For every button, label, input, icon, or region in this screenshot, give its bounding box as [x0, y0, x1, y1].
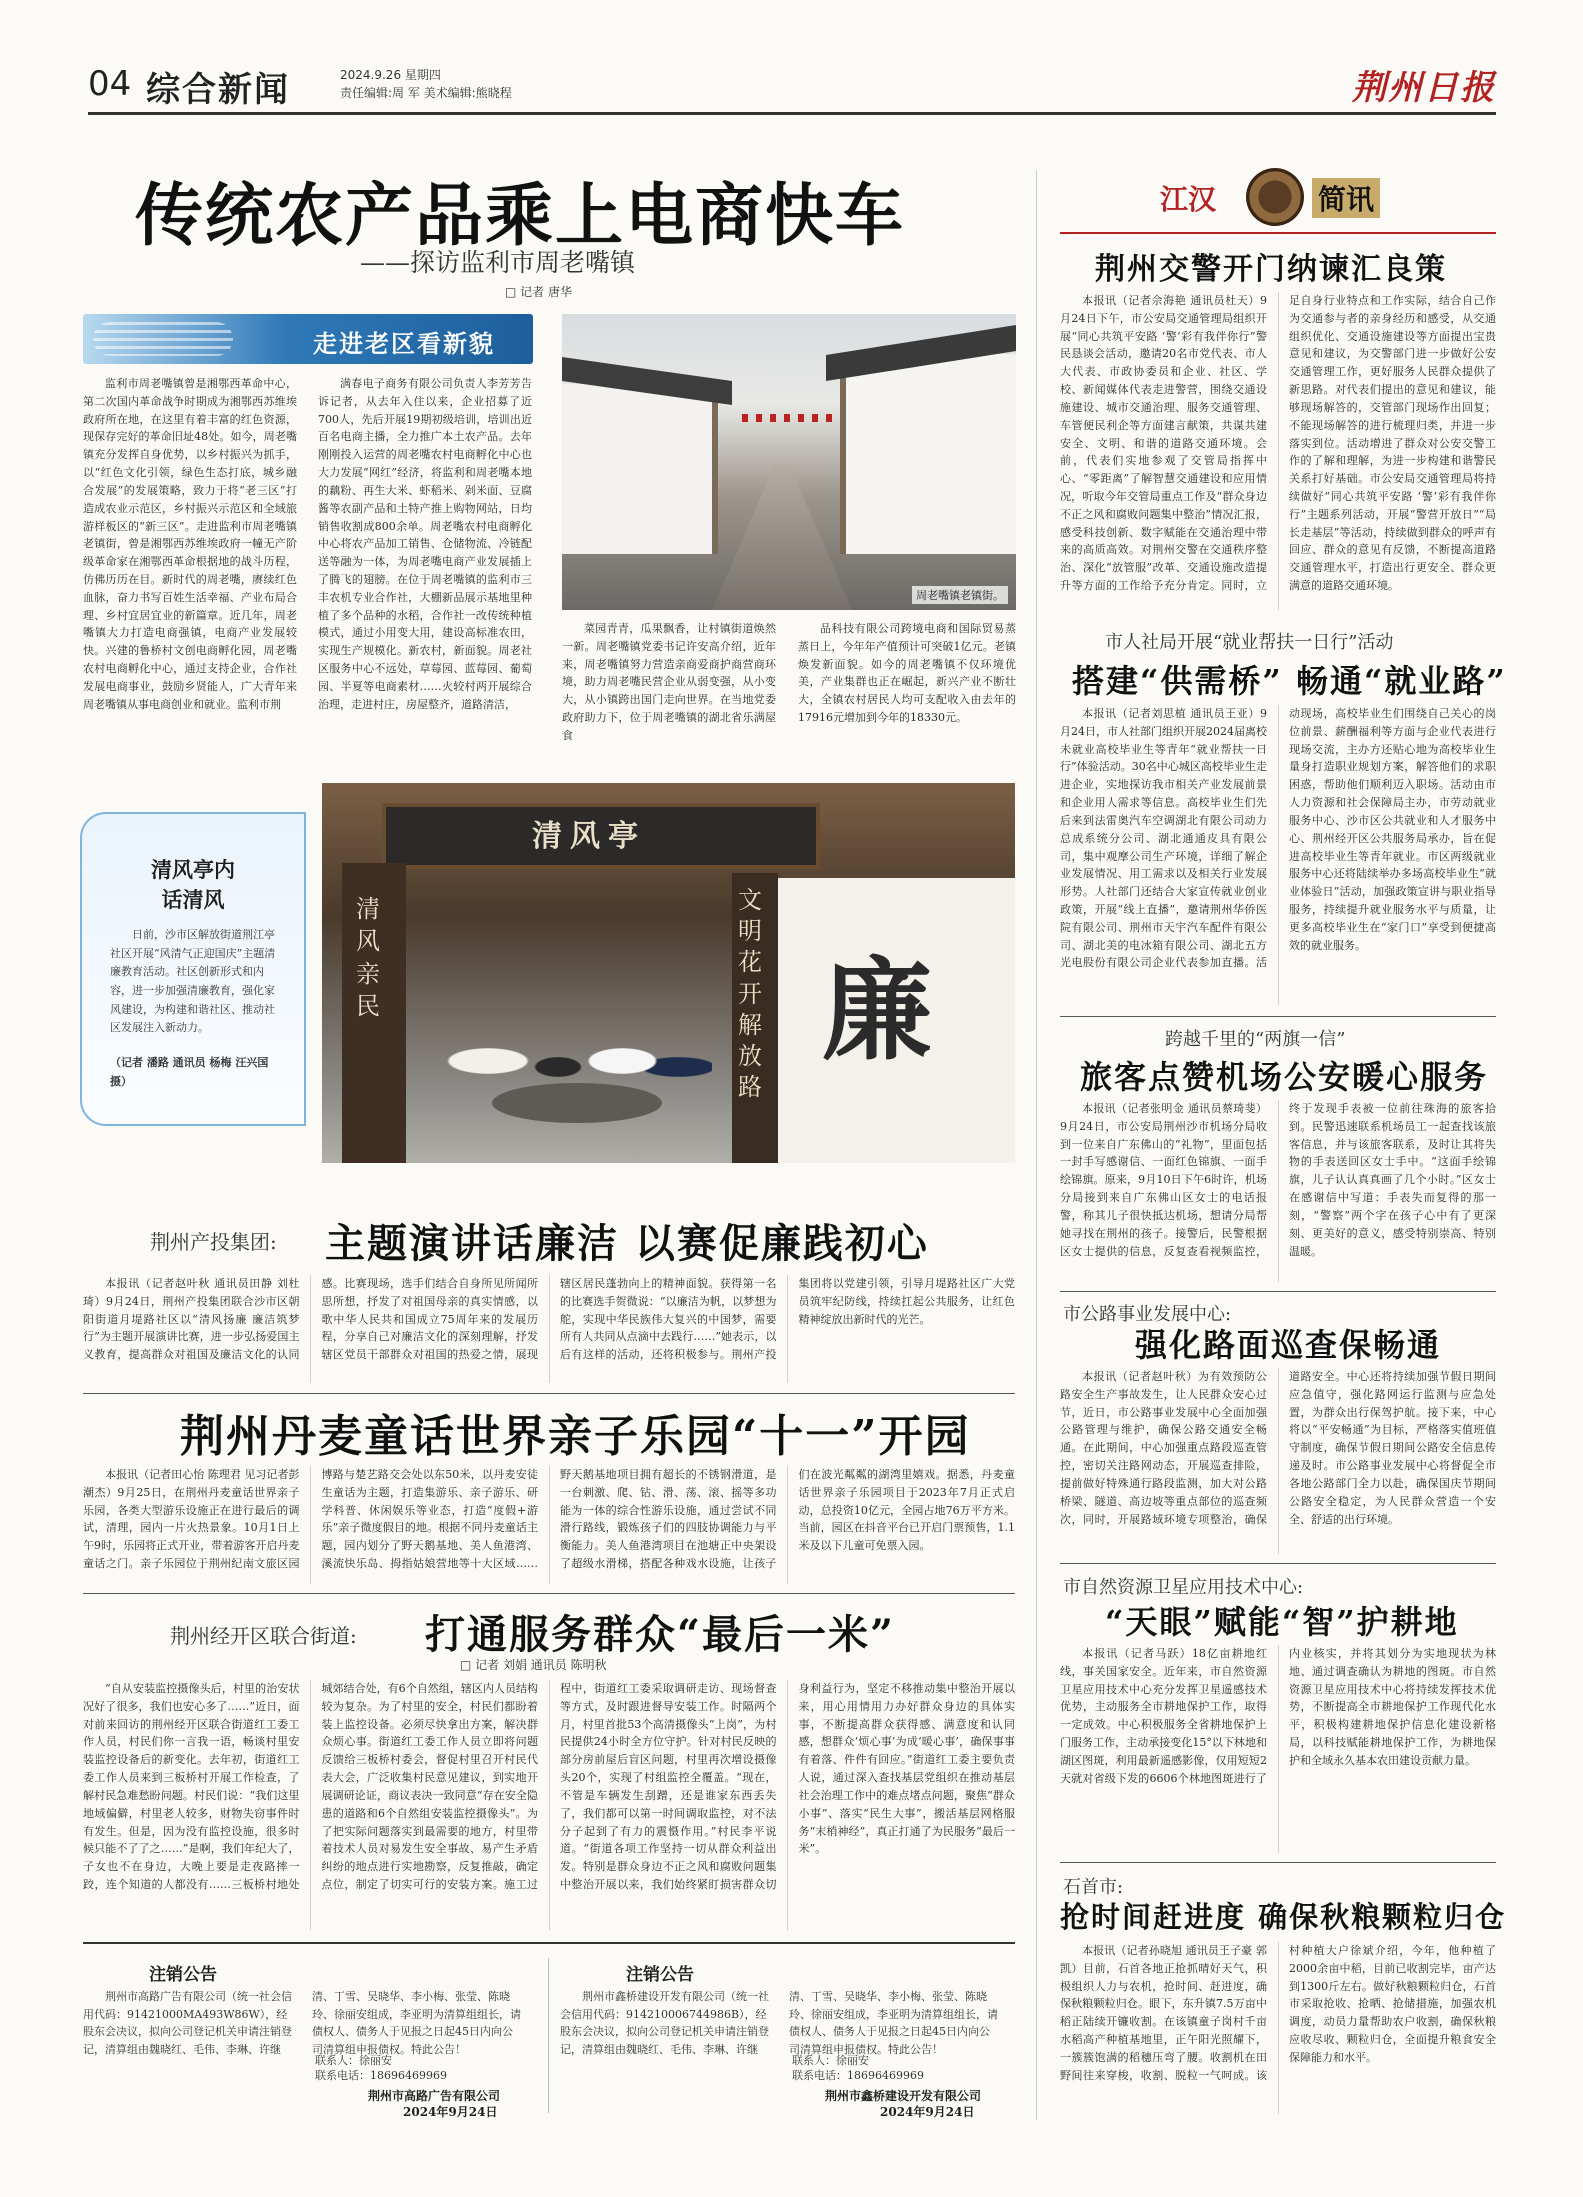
ziran-body	[1060, 1645, 1496, 1853]
ziran-kicker: 市自然资源卫星应用技术中心:	[1063, 1577, 1304, 1598]
qingfeng-title-2: 话清风	[161, 887, 225, 912]
chantou-body	[83, 1275, 1015, 1383]
issue-date: 2024.9.26 星期四	[340, 68, 441, 82]
jiaojing-headline: 荆州交警开门纳谏汇良策	[1095, 252, 1447, 287]
jingkai-body-text: “自从安装监控摄像头后，村里的治安状况好了很多，我们也安心多了……”近日，面对前来回访的荆州经开区联合街道红工委工作人员，村民们你一言我一语，畅谈村里安装监控设备后的新变化。去年初，街道红工委工作人员来到三板桥村开展工作检查，了解村民急难愁盼问题。村民们说：“我们这里地域偏僻，村里老人较多，财物失窃事件时有发生。但是，因为没有监控设施，很多时候只能不了了之……”是啊，我们年纪大了，子女也不在身边，大晚上要是走夜路摔一跤，连个知道的人都没有……三板桥村地处城郊结合处，有6个自然组，辖区内人员结构较为复杂。为了村里的安全，村民们都盼着装上监控设备。必须尽快拿出方案，解决群众烦心事。街道红工委工作人员立即将问题反馈给三板桥村委会，督促村里召开村民代表大会，广泛收集村民意见建议，到实地开展调研论证，商议表决一致同意“存在安全隐患的道路和6个自然组安装监控摄像头”。为了把实际问题落实到最需要的地方，村里带着技术人员对易发生安全事故、易产生矛盾纠纷的地点进行实地勘察，反复推敲，确定点位，制定了切实可行的安装方案。施工过程中，街道红工委采取调研走访、现场督查等方式，及时跟进督导安装工作。时隔两个月，村里首批53个高清摄像头“上岗”，为村民提供24小时全方位守护。针对村民反映的部分房前屋后盲区问题，村里再次增设摄像头20个，实现了村组监控全覆盖。“现在，不管是车辆发生刮蹭，还是谁家东西丢失了，我们都可以第一时间调取监控，对不法分子起到了有力的震慑作用。”村民李平说道。“街道各项工作坚持一切从群众利益出发。特别是群众身边不正之风和腐败问题集中整治开展以来，我们始终紧盯损害群众切身利益行为，坚定不移推动集中整治开展以来，用心用情用力办好群众身边的具体实事，不断提高群众获得感、满意度和认同感，想群众‘烦心事’为成‘暖心事’，确保事事有着落、件件有回应。”街道红工委主要负责人说，通过深入查找基层党组织在推动基层社会治理工作中的难点堵点问题，聚焦“群众小事”、落实“民生大事”，搬活基层网格服务“末梢神经”，真正打通了为民服务“最后一米”。	[83, 1682, 1015, 1891]
gonglu-kicker: 市公路事业发展中心:	[1063, 1304, 1232, 1325]
lead-banner	[83, 314, 533, 364]
lead-col-4	[798, 620, 1016, 745]
jingkai-headline: 打通服务群众“最后一米”	[425, 1611, 896, 1658]
notice-1-contact: 联系人：徐丽安	[315, 2054, 392, 2067]
page-header	[88, 60, 1496, 122]
lead-col-2-text: 满春电子商务有限公司负责人李芳芳告诉记者，从去年入住以来，企业招募了近700人，先后开展19期初级培训，培训出近百名电商主播，全力推广本土农产品。去年刚刚投入运营的周老嘴农村电商孵化中心也大力发展“网红”经济，将监利和周老嘴本地的藕粉、再生大米、虾稻米、剁米面、豆腐酱等农副产品和土特产推上购物网站，日均销售收割成800余单。周老嘴农村电商孵化中心将农产品加工销售、仓储物流、冷链配送等融为一体，为周老嘴电商产业发展插上了腾飞的翅膀。在位于周老嘴镇的监利市三丰农机专业合作社，大棚新品展示基地里种植了多个品种的水稻，合作社一改传统种植模式，通过小用变大用，建设高标准农田，实现生产规模化。新农村，新面貌。周老社区服务中心不远处，草莓园、蓝莓园、葡萄园、半夏等电商素材……火较村两开展综合治理，走进村庄，房屋整齐，道路清洁，	[318, 377, 532, 711]
qingfeng-title-1: 清风亭内	[151, 857, 235, 882]
shishou-kicker: 石首市:	[1063, 1877, 1124, 1898]
qingfeng-photo	[322, 783, 1015, 1163]
renshe-kicker: 市人社局开展“就业帮扶一日行”活动	[1105, 632, 1394, 653]
jianxun-left: 江汉	[1160, 183, 1217, 216]
lead-col-1	[83, 375, 297, 745]
notice-1-phone: 联系电话：18696469969	[315, 2069, 447, 2082]
section-name: 综合新闻	[146, 70, 290, 110]
gonglu-body-text: 本报讯（记者赵叶秋）为有效预防公路安全生产事故发生，让人民群众安心过节，近日，市公路事业发展中心全面加强公路管理与维护，确保公路交通安全畅通。在此期间，中心加强重点路段巡查管控，密切关注路网动态，开展巡查排险，提前做好特殊通行路段监测，加大对公路桥梁、隧道、高边坡等重点部位的巡查频次，同时，开展路域环境专项整治，确保道路安全。中心还将持续加强节假日期间应急值守，强化路网运行监测与应急处置，为群众出行保驾护航。接下来，中心将以“平安畅通”为目标，严格落实值班值守制度，确保节假日期间公路安全信息传递及时。市公路事业发展中心将督促全市各地公路部门全力以赴，确保国庆节期间公路安全稳定，为人民群众营造一个安全、舒适的出行环境。	[1060, 1370, 1496, 1526]
renshe-body	[1060, 705, 1496, 1005]
chantou-kicker: 荆州产投集团:	[150, 1230, 277, 1254]
notice-1-title: 注销公告	[149, 1965, 217, 1985]
notice-2	[560, 1952, 1015, 2117]
paper-logo: 荆州日报	[1352, 68, 1496, 108]
stone-table	[492, 1083, 662, 1123]
notice-divider	[548, 1958, 549, 2113]
chantou-body-text: 本报讯（记者赵叶秋 通讯员田静 刘杜琦）9月24日，荆州产投集团联合沙市区朝阳街道月堤路社区以“清风扬廉 廉洁筑梦行”为主题开展演讲比赛，进一步弘扬爱国主义教育，提高群众对祖国及廉洁文化的认同感。比赛现场，选手们结合自身所见所闻所思所想，抒发了对祖国母亲的真实情感，以歌中华人民共和国成立75周年来的发展历程，分享自己对廉洁文化的深刻理解，抒发辖区党员干部群众对祖国的热爱之情，展现辖区居民蓬勃向上的精神面貌。获得第一名的比赛选手贺微说：“以廉洁为帆，以梦想为舵，实现中华民族伟大复兴的中国梦，需要所有人共同从点滴中去践行……”她表示，以后有这样的活动，还将积极参与。荆州产投集团将以党建引领，引导月堤路社区广大党员筑牢纪防线，持续扛起公共服务，让红色精神绽放出新时代的光芒。	[83, 1277, 1015, 1362]
gonglu-headline: 强化路面巡查保畅通	[1135, 1326, 1442, 1364]
danmai-headline: 荆州丹麦童话世界亲子乐园“十一”开园	[180, 1411, 971, 1462]
notice-2-body: 荆州市鑫桥建设开发有限公司（统一社会信用代码：914210006744986B），经股东会决议，拟向公司登记机关申请注销登记，清算组由魏晓红、毛伟、李琳、许继清、丁雪、吴晓华、李小梅、张莹、陈晓玲、徐丽安组成，李亚明为清算组组长，请债权人、债务人于见报之日起45日内向公司清算组申报债权。特此公告！	[560, 1990, 998, 2056]
danmai-body	[83, 1466, 1015, 1584]
column-divider	[1036, 170, 1037, 2120]
liangfang-body-text: 本报讯（记者张明金 通讯员蔡琦斐）9月24日，市公安局荆州沙市机场分局收到一位来自广东佛山的“礼物”，里面包括一封手写感谢信、一面红色锦旗、一面手绘锦旗。原来，9月10日下午6时许，机场分局接到来自广东佛山区女士的电话报警，称其儿子很快抵达机场，想请分局帮她寻找在荆州的孩子。接警后，民警根据区女士提供的信息，反复查看视频监控，终于发现手表被一位前往珠海的旅客拾到。民警迅速联系机场员工一起查找该旅客信息，并与该旅客联系，及时让其将失物的手表送回区女士手中。“这面手绘锦旗，儿子认认真真画了几个小时。”区女士在感谢信中写道：手表失而复得的那一刻，“警察”两个字在孩子心中有了更深刻、更美好的意义，感受特别崇高、特别温暖。	[1060, 1102, 1496, 1258]
rule-1	[83, 1393, 1015, 1394]
lead-col-4-text: 品科技有限公司跨境电商和国际贸易蒸蒸日上，今年年产值预计可突破1亿元。老镇焕发新面貌。如今的周老嘴镇不仅环境优美，产业集群也正在崛起，新兴产业不断壮大，全镇农村居民人均可支配收入由去年的17916元增加到今年的18330元。	[798, 622, 1016, 725]
right-couplet: 文明花开解放路	[738, 886, 762, 1102]
page-number: 04	[88, 64, 132, 104]
notice-2-phone: 联系电话：18696469969	[792, 2069, 924, 2082]
lantern-row	[742, 414, 832, 422]
notice-1	[83, 1952, 538, 2117]
qingfeng-credit: （记者 潘路 通讯员 杨梅 汪兴国 摄）	[110, 1056, 269, 1088]
danmai-body-text: 本报讯（记者田心怡 陈理君 见习记者彭潮杰）9月25日，在荆州丹麦童话世界亲子乐园，各类大型游乐设施正在进行最后的调试，清理，园内一片火热景象。10月1日上午9时，乐园将正式开业，带着游客开启丹麦童话之门。亲子乐园位于荆州纪南文旅区园博路与楚艺路交会处以东50米，以丹麦安徒生童话为主题，打造集游乐、亲子游乐、研学科普、休闲娱乐等业态，打造“度假+游乐”亲子微度假目的地。根据不同丹麦童话主题，园内划分了野天鹅基地、美人鱼港湾、溪流快乐岛、拇指姑娘营地等十大区域……野天鹅基地项目拥有超长的不锈钢滑道，是一台刺激、爬、钻、滑、荡、滚、摇等多功能为一体的综合性游乐设施，通过尝试不同滑行路线，锻炼孩子们的四肢协调能力与平衡能力。美人鱼港湾项目在池塘正中央架设了超级水滑梯，搭配各种戏水设施，让孩子们在波光粼粼的湖湾里嬉戏。据悉，丹麦童话世界亲子乐园项目于2023年7月正式启动，总投资10亿元，全园占地76万平方米。当前，园区在抖音平台已开启门票预售，1.1米及以下儿童可免票入园。	[83, 1468, 1015, 1571]
lead-photo-caption: 周老嘴镇老镇街。	[912, 586, 1008, 604]
rule-r2	[1060, 1291, 1496, 1292]
street	[712, 464, 852, 610]
rule-r4	[1060, 1862, 1496, 1863]
editors-line: 责任编辑:周 军 美术编辑:熊晓程	[340, 86, 512, 100]
jingkai-byline: □ 记者 刘娟 通讯员 陈明秋	[460, 1658, 607, 1672]
notice-1-body: 荆州市高路广告有限公司（统一社会信用代码：91421000MA493W86W），经股东会决议，拟向公司登记机关申请注销登记，清算组由魏晓红、毛伟、李琳、许继清、丁雪、吴晓华、李小梅、张莹、陈晓玲、徐丽安组成，李亚明为清算组组长，请债权人、债务人于见报之日起45日内向公司清算组申报债权。特此公告！	[83, 1990, 521, 2056]
lead-headline: 传统农产品乘上电商快车	[135, 176, 906, 256]
lead-col-1-text: 监利市周老嘴镇曾是湘鄂西革命中心，第二次国内革命战争时期成为湘鄂西苏维埃政府所在地，在这里有着丰富的红色资源，现保存完好的革命旧址48处。如今，周老嘴镇充分发挥自身优势，以乡村振兴为抓手，以“红色文化引领，绿色生态打底，城乡融合发展”的发展策略，致力于将“老三区”打造成农业示范区，乡村振兴示范区和全域旅游样板区的“新三区”。走进监利市周老嘴镇老镇街，曾是湘鄂西苏维埃政府一幢无产阶级革命家在湘鄂西革命根据地的战斗历程，仿佛历历在目。新时代的周老嘴，赓续红色血脉，奋力书写百姓生活幸福、产业布局合理、乡村宜居宜业的新篇章。近几年，周老嘴镇大力打造电商强镇，电商产业发展较快。兴建的鲁桥村文创电商孵化园，周老嘴农村电商孵化中心，通过支持企业，合作社发展电商事业，鼓励乡贤能人，广大青年来周老嘴镇从事电商创业和就业。监利市荆	[83, 377, 297, 711]
jianxun-right: 简讯	[1312, 178, 1380, 218]
pavilion-sign: 清风亭	[532, 819, 646, 854]
rule-3	[83, 1942, 1015, 1944]
notice-1-company: 荆州市高路广告有限公司	[368, 2089, 501, 2103]
left-couplet: 清风亲民	[356, 895, 380, 1021]
lead-subtitle: ——探访监利市周老嘴镇	[360, 248, 636, 277]
lead-col-3	[562, 620, 776, 745]
rule-2	[83, 1593, 1015, 1594]
ziran-headline: “天眼”赋能“智”护耕地	[1105, 1603, 1459, 1641]
jiaojing-body	[1060, 292, 1496, 610]
renshe-headline: 搭建“供需桥” 畅通“就业路”	[1072, 662, 1507, 700]
chantou-headline: 主题演讲话廉洁 以赛促廉践初心	[325, 1220, 929, 1267]
jingkai-body	[83, 1680, 1015, 1930]
jianxun-logo	[1160, 168, 1390, 226]
shishou-body-text: 本报讯（记者孙晓旭 通讯员王子豪 郭凯）目前，石首各地正抢抓晴好天气，积极组织人力与农机，抢时间、赶进度，确保秋粮颗粒归仓。眼下，东升镇7.5万亩中稻正陆续开镰收割。在该镇童子岗村千亩水稻高产种植基地里，正午阳光照耀下，一簇簇饱满的稻穗压弯了腰。收割机在田野间往来穿梭，收割、脱粒一气呵成。该村种植大户徐斌介绍，今年，他种植了2000余亩中稻，目前已收割完毕，亩产达到1300斤左右。做好秋粮颗粒归仓，石首市采取抢收、抢晒、抢储措施，加强农机调度，动员力量帮助农户收割，确保秋粮应收尽收、颗粒归仓，全面提升粮食安全保障能力和水平。	[1060, 1944, 1496, 2082]
notice-1-date: 2024年9月24日	[403, 2105, 498, 2119]
banner-lian-character: 廉	[822, 946, 932, 1075]
lead-photo	[562, 314, 1016, 610]
jianxun-rule	[1060, 232, 1496, 234]
qingfeng-body: 日前，沙市区解放街道荆江亭社区开展“风清气正迎国庆”主题清廉教育活动。社区创新形式和内容，进一步加强清廉教育，强化家风建设，为构建和谐社区、推动社区发展注入新动力。	[110, 928, 276, 1035]
notice-2-title: 注销公告	[626, 1965, 694, 1985]
jiaojing-body-text: 本报讯（记者佘海艳 通讯员杜天）9月24日下午，市公安局交通管理局组织开展“同心共筑平安路 ‘警’彩有我伴你行”警民恳谈会活动，邀请20名市党代表、市人大代表、市政协委员和企业、社区、学校、新闻媒体代表走进警营，围绕交通设施建设、城市交通治理、服务交通管理、车管便民利企等方面建言献策，共谋共建安全、文明、和谐的道路交通环境。会前，代表们实地参观了交管局指挥中心、“零距离”了解智慧交通建设和应用情况，听取今年交管局重点工作及“群众身边不正之风和腐败问题集中整治”情况汇报，感受科技创新、数字赋能在交通治理中带来的高质高效。对荆州交警在交通秩序整治、深化“放管服”改革、交通设施改造提升等方面的工作给予充分肯定。同时，立足自身行业特点和工作实际，结合自己作为交通参与者的亲身经历和感受，从交通组织优化、交通设施建设等方面提出宝贵意见和建议，为交警部门进一步做好公安交通管理工作，更好服务人民群众提供了新思路。对代表们提出的意见和建议，能够现场解答的，交管部门现场作出回复；不能现场解答的进行梳理归类，并进一步落实到位。活动增进了群众对公安交警工作的了解和理解，为进一步构建和谐警民关系打好基础。市公安局交通管理局将持续做好“同心共筑平安路 ‘警’彩有我伴你行”主题系列活动，开展“警营开放日”“局长走基层”等活动，持续做到群众的呼声有回应、群众的意见有反馈，不断提高道路交通管理水平，打造出行更安全、群众更满意的道路交通环境。	[1060, 294, 1496, 592]
liangfang-kicker: 跨越千里的“两旗一信”	[1165, 1029, 1346, 1050]
liangfang-headline: 旅客点赞机场公安暖心服务	[1080, 1058, 1489, 1096]
qingfeng-box	[80, 812, 306, 1126]
lead-col-2	[318, 375, 532, 745]
notice-2-company: 荆州市鑫桥建设开发有限公司	[825, 2089, 982, 2103]
bronze-mask-icon	[1246, 168, 1304, 226]
ziran-body-text: 本报讯（记者马跃）18亿亩耕地红线，事关国家安全。近年来，市自然资源卫星应用技术中心充分发挥卫星遥感技术优势，主动服务全市耕地保护工作，取得一定成效。中心积极服务全省耕地保护上门服务工作，主动承接变化15°以下林地和湖区图斑，利用最新遥感影像，仅用短短2天就对省级下发的6606个林地图斑进行了内业核实，并将其划分为实地现状为林地、通过调查确认为耕地的图斑。市自然资源卫星应用技术中心将持续发挥技术优势，不断提高全市耕地保护工作现代化水平，积极构建耕地保护信息化建设新格局，以科技赋能耕地保护工作，为耕地保护和全域永久基本农田建设贡献力量。	[1060, 1647, 1496, 1785]
liangfang-body	[1060, 1100, 1496, 1282]
house-right	[840, 354, 1016, 554]
header-rule	[88, 112, 1496, 115]
rule-r1	[1060, 1016, 1496, 1017]
house-left	[562, 384, 718, 554]
notice-2-date: 2024年9月24日	[880, 2105, 975, 2119]
shishou-headline: 抢时间赶进度 确保秋粮颗粒归仓	[1060, 1900, 1507, 1934]
banner-waves-icon	[93, 322, 233, 356]
renshe-body-text: 本报讯（记者刘思植 通讯员王亚）9月24日，市人社部门组织开展2024届离校未就业高校毕业生等青年“就业帮扶一日行”体验活动。30名中心城区高校毕业生走进企业，实地探访我市相关产业发展前景和企业用人需求等信息。高校毕业生们先后来到法雷奥汽车空调湖北有限公司动力总成系统分公司、湖北通通皮具有限公司，集中观摩公司生产环境，详细了解企业发展情况、用工需求以及相关行业发展形势。人社部门还结合大家宣传就业创业政策，开展“线上直播”，邀请荆州华侨医院有限公司、荆州市天宇汽车配件有限公司、湖北美的电冰箱有限公司、湖北五方光电股份有限公司企业代表参加直播。活动现场，高校毕业生们围绕自己关心的岗位前景、薪酬福利等方面与企业代表进行现场交流，主办方还贴心地为高校毕业生量身打造职业规划方案，解答他们的求职困惑，帮助他们顺利迈入职场。活动由市人力资源和社会保障局主办，市劳动就业服务中心、沙市区公共就业和人才服务中心、荆州经开区公共服务局承办，旨在促进高校毕业生等青年就业。市区两级就业服务中心还将陆续举办多场高校毕业生“就业体验日”活动，加强政策宣讲与职业指导服务，持续提升就业服务水平与质量，让更多高校毕业生在“家门口”享受到便捷高效的就业服务。	[1060, 707, 1496, 970]
banner-text: 走进老区看新貌	[313, 329, 495, 358]
lead-col-3-text: 菜园青青，瓜果飘香，让村镇街道焕然一新。周老嘴镇党委书记许安高介绍，近年来，周老嘴镇努力营造亲商爱商护商营商环境，助力周老嘴民营企业从弱变强，从小变大，从小镇跨出国门走向世界。在当地党委政府助力下，位于周老嘴镇的湖北省乐满屋食	[562, 622, 776, 742]
lead-byline: □ 记者 唐华	[505, 285, 572, 299]
shishou-body	[1060, 1942, 1496, 2114]
gonglu-body	[1060, 1368, 1496, 1554]
notice-2-contact: 联系人：徐丽安	[792, 2054, 869, 2067]
rule-r3	[1060, 1563, 1496, 1564]
jingkai-kicker: 荆州经开区联合街道:	[170, 1624, 357, 1648]
